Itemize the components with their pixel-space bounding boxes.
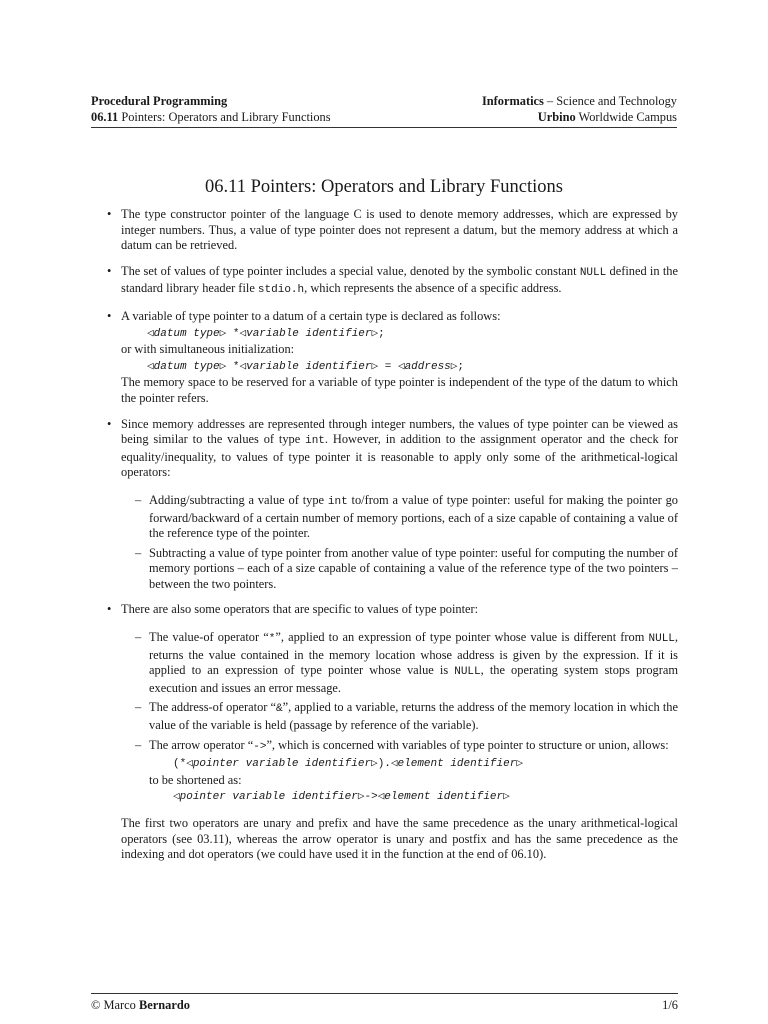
code-part: (*	[173, 758, 187, 771]
text-run: The value-of operator “	[149, 630, 269, 645]
text-run: The set of values of type pointer includes a special value, denoted by the symbolic constant	[121, 263, 580, 278]
code-part: ◁element identifier▷	[390, 758, 523, 771]
page-number: 1/6	[662, 998, 678, 1012]
department-name: Informatics	[481, 94, 544, 108]
bullet-text	[121, 417, 678, 481]
sub-item-arrow	[91, 738, 678, 806]
code-arrow: ->	[253, 740, 267, 753]
bullet-pointer-definition	[91, 207, 678, 254]
code-part: ◁variable identifier▷	[239, 360, 379, 373]
text-run: defined in the standard library header file	[121, 263, 678, 296]
code-initialization	[121, 358, 678, 376]
code-amp: &	[276, 703, 283, 716]
text-run: , which represents the absence of a specific address.	[304, 281, 562, 296]
sub-item-pointer-difference: – Subtracting a value of type pointer from another value of type pointer: useful for computing the number of memory portions – each of a size capable of containing a value of the reference type of the two pointers – between the two pointers.	[91, 546, 678, 593]
code-part: =	[378, 360, 398, 373]
text-run: to/from a value of type pointer: useful for making the pointer go forward/backward of a certain number of memory portions, each of a size capable of containing a value of the reference type of the pointer.	[149, 492, 678, 541]
campus-subtitle: Worldwide Campus	[578, 110, 677, 124]
page-footer	[91, 993, 678, 1018]
text-run: , the operating system stops program execution and issues an error message.	[149, 663, 679, 695]
text-run: ”, which is concerned with variables of type pointer to structure or union, allows:	[266, 737, 669, 752]
bullet-null-value	[91, 264, 678, 299]
code-int: int	[327, 495, 348, 508]
code-null: NULL	[579, 266, 607, 279]
bullet-specific-operators	[91, 602, 678, 618]
code-part: ◁address▷	[397, 360, 458, 373]
code-part: ◁datum type▷	[147, 360, 227, 373]
page-title: 06.11 Pointers: Operators and Library Functions	[205, 177, 563, 197]
course-title: Procedural Programming	[91, 94, 228, 108]
text-run: The address-of operator “	[149, 700, 277, 715]
code-part: ◁element identifier▷	[377, 791, 510, 804]
text-run: Adding/subtracting a value of type	[149, 492, 328, 507]
code-part: ◁pointer variable identifier▷	[173, 791, 365, 804]
code-stdio: stdio.h	[257, 284, 305, 297]
sub-item-address-of	[91, 700, 678, 733]
code-part: ;	[378, 327, 385, 340]
sub-item-add-subtract	[91, 493, 678, 542]
footer-author	[91, 998, 190, 1014]
code-int: int	[305, 435, 325, 448]
department-subtitle: – Science and Technology	[547, 94, 677, 108]
closing-paragraph: The first two operators are unary and prefix and have the same precedence as the unary arithmetical-logical operators (see 03.11), whereas the arrow operator is unary and postfix and has the same precedence as the indexing and dot operators (we could have used it in the function at the end of 06.10).	[121, 816, 678, 862]
section-number: 06.11	[91, 110, 119, 124]
code-deref-access	[149, 755, 678, 773]
text-run: The arrow operator “	[149, 737, 254, 752]
section-title: Pointers: Operators and Library Functions	[121, 110, 331, 124]
header-right	[482, 93, 677, 125]
code-part: ).	[377, 758, 391, 771]
code-star: *	[268, 633, 276, 646]
text-run: . However, in addition to the assignment operator and the check for equality/inequality, to values of type pointer it is reasonable to apply only some of the arithmetical-logical operators:	[121, 432, 678, 480]
code-declaration	[121, 325, 678, 343]
code-null: NULL	[648, 633, 675, 646]
sub-item-value-of	[91, 630, 678, 696]
campus-name: Urbino	[537, 110, 576, 124]
bullet-text: • A variable of type pointer to a datum of a certain type is declared as follows:	[121, 308, 501, 323]
arithmetic-sublist	[91, 493, 678, 593]
text-run: Since memory addresses are represented through integer numbers, the values of type pointer can be viewed as being similar to the values of type	[121, 416, 678, 447]
page-header	[91, 93, 677, 128]
code-part: *	[226, 327, 240, 340]
text-run: ”, applied to an expression of type pointer whose value is different from	[275, 630, 649, 645]
operator-sublist	[91, 630, 678, 806]
header-left	[91, 93, 331, 125]
text-run: ”, applied to a variable, returns the address of the memory location in which the value of the variable is held (passage by reference of the variable).	[149, 700, 678, 733]
author-last-name: Bernardo	[138, 998, 190, 1012]
code-part: ◁pointer variable identifier▷	[186, 758, 378, 771]
code-arrow-access	[149, 788, 678, 806]
code-part: ◁datum type▷	[147, 327, 227, 340]
document-body	[91, 207, 678, 863]
author-first-name: Marco	[103, 998, 136, 1012]
text-run: , returns the value contained in the memory location whose address is given by the expression. If it is applied to an expression of type pointer whose value is	[149, 630, 679, 678]
bullet-text: The memory space to be reserved for a variable of type pointer is independent of the type of the datum to which the pointer refers.	[121, 375, 678, 405]
code-null: NULL	[454, 666, 481, 679]
bullet-text: • There are also some operators that are specific to values of type pointer:	[121, 602, 479, 617]
bullet-declaration	[91, 309, 678, 407]
code-part: *	[226, 360, 240, 373]
bullet-arithmetic	[91, 417, 678, 481]
bullet-text	[121, 264, 678, 299]
code-part: ◁variable identifier▷	[239, 327, 379, 340]
code-part: ;	[457, 360, 465, 373]
copyright-symbol: ©	[91, 998, 101, 1012]
bullet-text: or with simultaneous initialization:	[121, 342, 295, 357]
shorten-text: to be shortened as:	[149, 772, 242, 787]
bullet-text: • The type constructor pointer of the language C is used to denote memory addresses, which are expressed by integer numbers. Thus, a value of type pointer does not represent a datum, but the memory address at which a datum can be retrieved.	[121, 207, 678, 253]
code-part: ->	[364, 791, 378, 804]
